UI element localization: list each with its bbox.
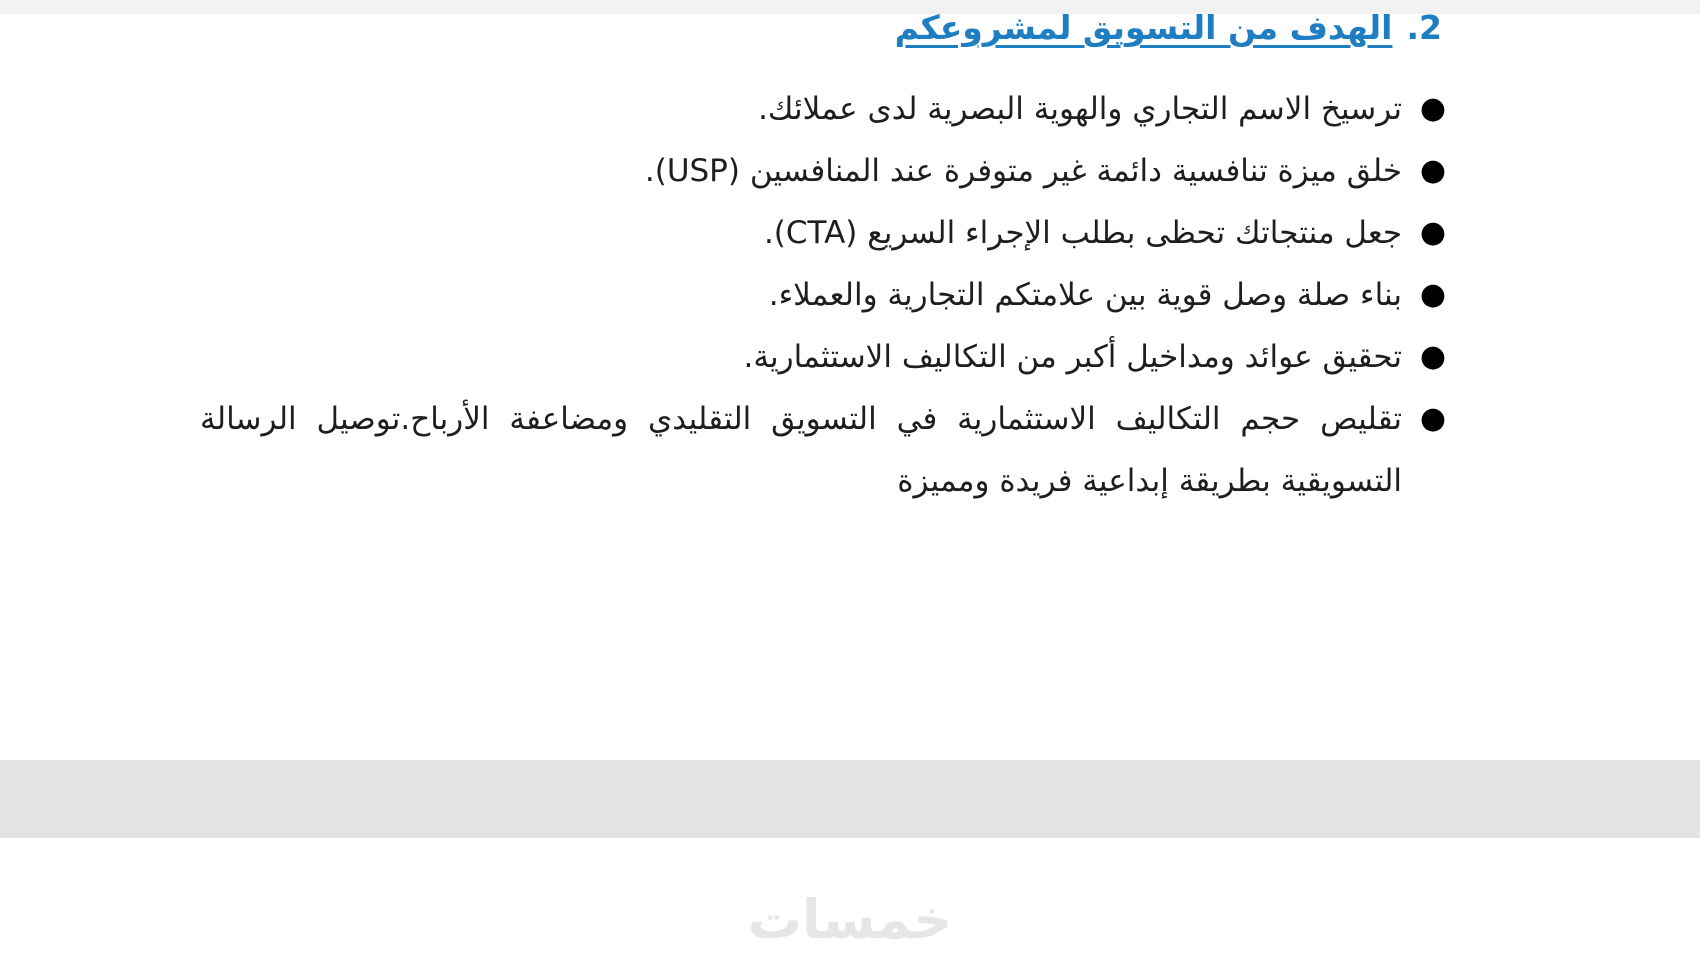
page-gap-band [0,760,1700,838]
list-item [0,388,1700,512]
bullet-icon: ● [1419,339,1446,374]
list-item [0,140,1700,202]
bullet-icon: ● [1419,277,1446,312]
list-item [0,264,1700,326]
bullet-icon: ● [1419,91,1446,126]
list-item-text: تقليص حجم التكاليف الاستثمارية في التسويق التقليدي ومضاعفة الأرباح.توصيل الرسالة التسويقية بطريقة إبداعية فريدة ومميزة [200,401,1402,499]
list-item-text: بناء صلة وصل قوية بين علامتكم التجارية والعملاء. [768,277,1402,313]
bullet-icon: ● [1419,215,1446,250]
list-item-text: ترسيخ الاسم التجاري والهوية البصرية لدى عملائك. [758,91,1402,127]
list-item-text: جعل منتجاتك تحظى بطلب الإجراء السريع (CTA). [763,215,1402,251]
bullet-icon: ● [1419,153,1446,188]
list-item [0,202,1700,264]
list-item-text: تحقيق عوائد ومداخيل أكبر من التكاليف الاستثمارية. [743,339,1402,375]
section-title: الهدف من التسويق لمشروعكم [894,8,1393,47]
section-heading [895,2,1442,54]
list-item [0,78,1700,140]
site-watermark-logo: خمسات [747,888,953,951]
section-number: 2. [1406,8,1442,47]
list-item-text: خلق ميزة تنافسية دائمة غير متوفرة عند المنافسين (USP). [644,153,1402,189]
bullet-icon: ● [1419,401,1446,436]
goals-list [0,78,1700,512]
list-item [0,326,1700,388]
